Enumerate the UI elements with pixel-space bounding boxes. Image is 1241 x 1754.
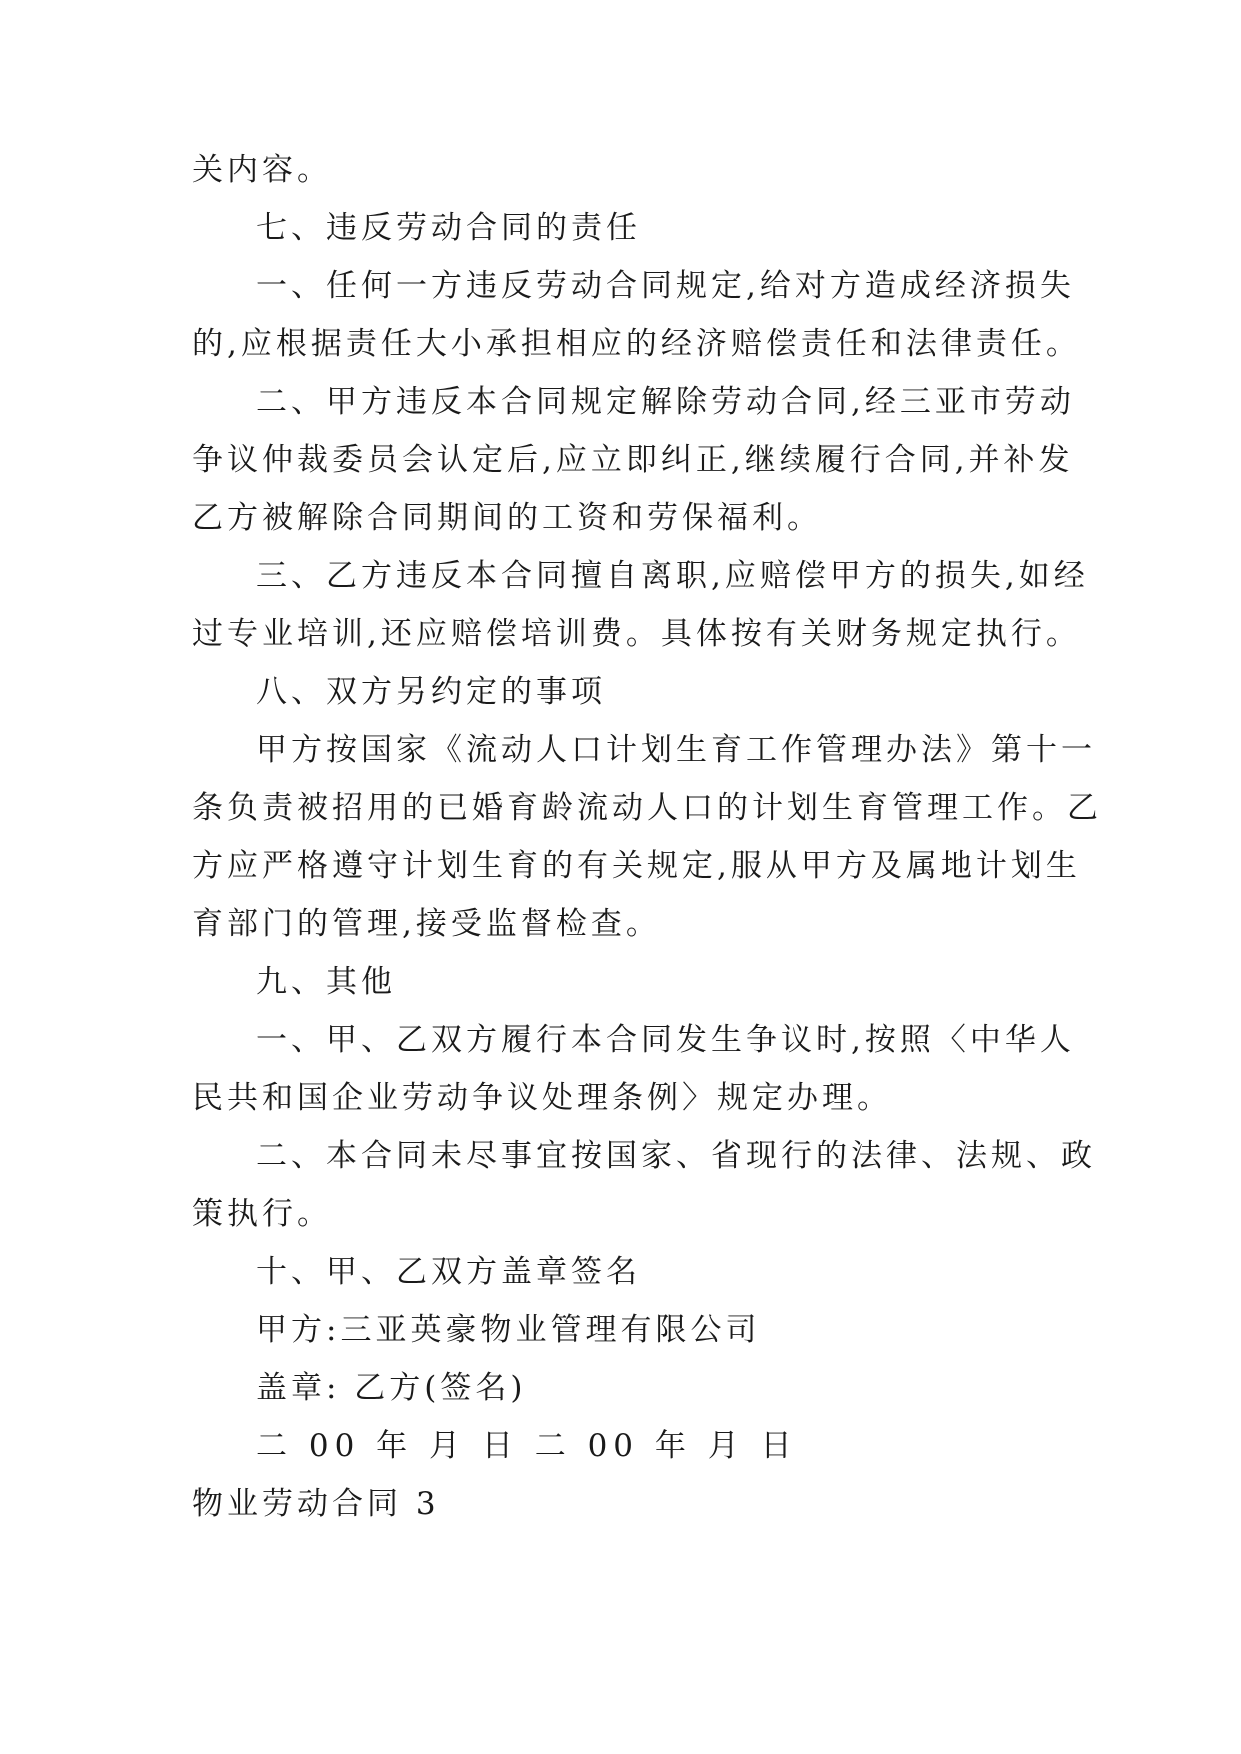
clause-9-1-line-1: 一、甲、乙双方履行本合同发生争议时,按照〈中华人 xyxy=(256,1022,1075,1058)
date-line: 二 00 年 月 日 二 00 年 月 日 xyxy=(256,1428,798,1464)
section-heading-8: 八、双方另约定的事项 xyxy=(256,674,606,710)
section-8-line-2: 条负责被招用的已婚育龄流动人口的计划生育管理工作。乙 xyxy=(192,790,1102,826)
clause-7-1-line-2: 的,应根据责任大小承担相应的经济赔偿责任和法律责任。 xyxy=(192,326,1081,362)
party-a-name: 甲方:三亚英豪物业管理有限公司 xyxy=(256,1312,761,1348)
clause-7-2-line-2: 争议仲裁委员会认定后,应立即纠正,继续履行合同,并补发 xyxy=(192,442,1074,478)
section-heading-7: 七、违反劳动合同的责任 xyxy=(256,210,641,246)
clause-9-2-line-1: 二、本合同未尽事宜按国家、省现行的法律、法规、政 xyxy=(256,1138,1096,1174)
clause-7-3-line-2: 过专业培训,还应赔偿培训费。具体按有关财务规定执行。 xyxy=(192,616,1081,652)
section-heading-9: 九、其他 xyxy=(256,964,396,1000)
clause-9-1-line-2: 民共和国企业劳动争议处理条例〉规定办理。 xyxy=(192,1080,892,1116)
clause-9-2-line-2: 策执行。 xyxy=(192,1196,332,1232)
clause-7-2-line-1: 二、甲方违反本合同规定解除劳动合同,经三亚市劳动 xyxy=(256,384,1075,420)
section-8-line-1: 甲方按国家《流动人口计划生育工作管理办法》第十一 xyxy=(256,732,1096,768)
section-8-line-4: 育部门的管理,接受监督检查。 xyxy=(192,906,661,942)
clause-7-1-line-1: 一、任何一方违反劳动合同规定,给对方造成经济损失 xyxy=(256,268,1075,304)
section-heading-10: 十、甲、乙双方盖章签名 xyxy=(256,1254,641,1290)
seal-signature-line: 盖章: 乙方(签名) xyxy=(256,1370,527,1406)
paragraph-continuation: 关内容。 xyxy=(192,152,332,188)
clause-7-2-line-3: 乙方被解除合同期间的工资和劳保福利。 xyxy=(192,500,822,536)
next-document-title: 物业劳动合同 3 xyxy=(192,1486,440,1522)
section-8-line-3: 方应严格遵守计划生育的有关规定,服从甲方及属地计划生 xyxy=(192,848,1081,884)
clause-7-3-line-1: 三、乙方违反本合同擅自离职,应赔偿甲方的损失,如经 xyxy=(256,558,1089,594)
